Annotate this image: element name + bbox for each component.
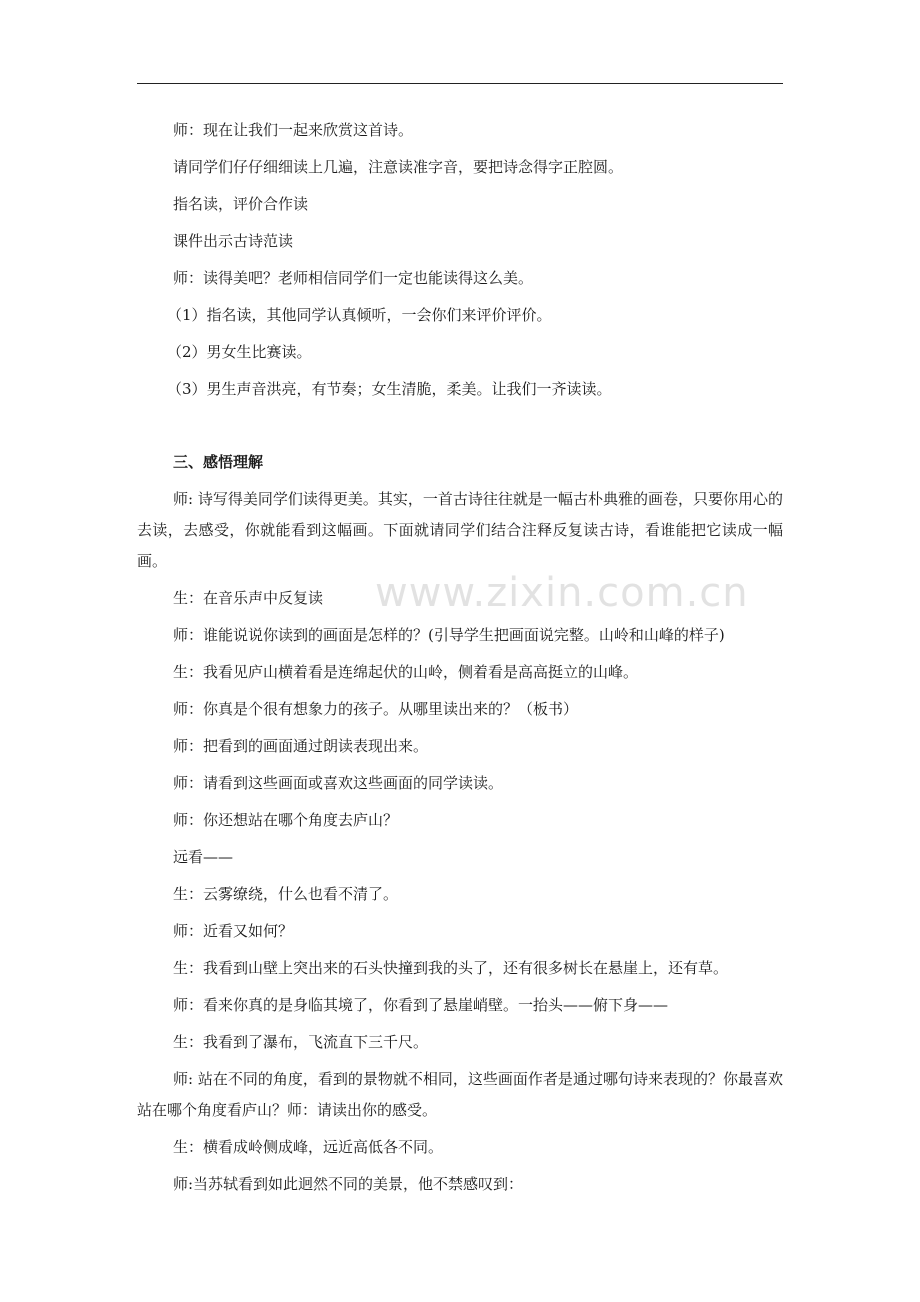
numbered-line: （3）男生声音洪亮，有节奏；女生清脆，柔美。让我们一齐读读。 (167, 380, 612, 398)
numbered-line: （1）指名读，其他同学认真倾听，一会你们来评价评价。 (167, 306, 552, 324)
section-heading: 三、感悟理解 (173, 453, 264, 471)
header-rule (137, 83, 783, 84)
paragraph-angle: 师: 站在不同的角度，看到的景物就不相同，这些画面作者是通过哪句诗来表现的？你最喜欢站在哪个角度看庐山？师：请读出你的感受。 (137, 1070, 783, 1119)
text-line: 指名读，评价合作读 (173, 195, 309, 213)
text-line: 生：我看到了瀑布，飞流直下三千尺。 (173, 1033, 429, 1051)
text-line: 师：现在让我们一起来欣赏这首诗。 (173, 121, 414, 139)
text-line: 生：云雾缭绕，什么也看不清了。 (173, 885, 399, 903)
text-line: 师：你还想站在哪个角度去庐山？ (173, 811, 399, 829)
text-line: 请同学们仔仔细细读上几遍，注意读准字音，要把诗念得字正腔圆。 (173, 158, 624, 176)
text-line: 生：横看成岭侧成峰，远近高低各不同。 (173, 1138, 444, 1156)
text-line: 生：我看到山壁上突出来的石头快撞到我的头了，还有很多树长在悬崖上，还有草。 (173, 959, 729, 977)
text-line: 生：在音乐声中反复读 (173, 589, 324, 607)
watermark: www.zixin.com.cn (375, 570, 749, 616)
text-line: 师：读得美吧？老师相信同学们一定也能读得这么美。 (173, 269, 534, 287)
text-line: 课件出示古诗范读 (173, 232, 294, 250)
document-body (137, 112, 783, 1203)
text-line: 生：我看见庐山横着看是连绵起伏的山岭，侧着看是高高挺立的山峰。 (173, 663, 639, 681)
text-line: 师：谁能说说你读到的画面是怎样的？(引导学生把画面说完整。山岭和山峰的样子) (173, 626, 725, 644)
text-line: 师：看来你真的是身临其境了，你看到了悬崖峭壁。一抬头——俯下身—— (173, 996, 669, 1014)
text-line: 师：近看又如何？ (173, 922, 294, 940)
paragraph-intro: 师: 诗写得美同学们读得更美。其实，一首古诗往往就是一幅古朴典雅的画卷，只要你用心的去读，去感受，你就能看到这幅画。下面就请同学们结合注释反复读古诗，看谁能把它读成一幅画。 (137, 490, 783, 570)
text-line: 远看—— (173, 848, 234, 866)
text-line: 师：请看到这些画面或喜欢这些画面的同学读读。 (173, 774, 504, 792)
text-line: 师：你真是个很有想象力的孩子。从哪里读出来的？（板书） (173, 700, 579, 718)
text-line: 师：把看到的画面通过朗读表现出来。 (173, 737, 429, 755)
numbered-line: （2）男女生比赛读。 (167, 343, 312, 361)
text-line: 师:当苏轼看到如此迥然不同的美景，他不禁感叹到： (173, 1175, 524, 1193)
